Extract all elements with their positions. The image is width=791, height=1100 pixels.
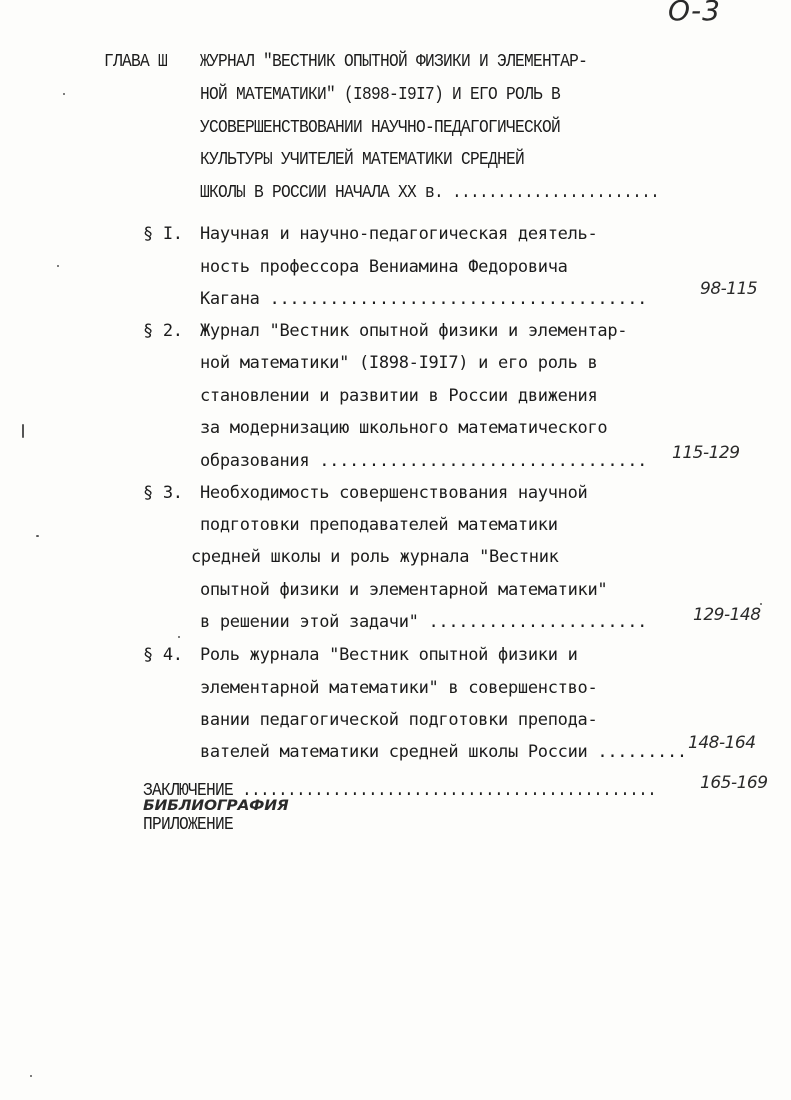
scan-speck — [22, 424, 24, 438]
section-4-line-2: элементарной математики" в совершенство- — [200, 678, 598, 698]
scan-speck — [63, 93, 65, 95]
conclusion-entry: ЗАКЛЮЧЕНИЕ .............................................. — [143, 781, 657, 801]
section-3-line-1: Необходимость совершенствования научной — [200, 483, 588, 503]
section-3-number: § 3. — [143, 483, 183, 503]
section-3-line-2: подготовки преподавателей математики — [200, 515, 558, 535]
section-1-pages: 98-115 — [700, 279, 758, 299]
chapter-title-line-4: КУЛЬТУРЫ УЧИТЕЛЕЙ МАТЕМАТИКИ СРЕДНЕЙ — [200, 150, 525, 170]
section-2-line-5: образования ................................. — [200, 451, 648, 471]
section-4-number: § 4. — [143, 645, 183, 665]
section-2-number: § 2. — [143, 321, 183, 341]
section-4-line-4: вателей математики средней школы России ......... — [200, 742, 687, 762]
scan-speck — [36, 535, 39, 537]
section-2-line-1: Журнал "Вестник опытной физики и элементар- — [200, 321, 628, 341]
scan-speck — [178, 636, 180, 638]
conclusion-pages: 165-169 — [700, 773, 768, 793]
scan-speck — [30, 1075, 32, 1077]
section-2-line-2: ной математики" (I898-I9I7) и его роль в — [200, 353, 598, 373]
corner-code: О-3 — [668, 0, 721, 27]
section-3-line-5: в решении этой задачи" ...................... — [200, 612, 648, 632]
section-2-line-4: за модернизацию школьного математического — [200, 418, 608, 438]
section-4-line-3: вании педагогической подготовки препода- — [200, 710, 598, 730]
chapter-title-line-3: УСОВЕРШЕНСТВОВАНИИ НАУЧНО-ПЕДАГОГИЧЕСКОЙ — [200, 118, 561, 138]
section-4-pages: 148-164 — [688, 733, 756, 753]
scan-speck — [57, 265, 59, 267]
scan-speck — [760, 603, 762, 605]
section-1-number: § I. — [143, 224, 183, 244]
bibliography-entry: БИБЛИОГРАФИЯ — [143, 798, 289, 814]
section-4-line-1: Роль журнала "Вестник опытной физики и — [200, 645, 578, 665]
section-1-line-3: Кагана ...................................... — [200, 289, 648, 309]
section-2-pages: 115-129 — [672, 443, 740, 463]
chapter-title-line-1: ЖУРНАЛ "ВЕСТНИК ОПЫТНОЙ ФИЗИКИ И ЭЛЕМЕНТАР- — [200, 52, 588, 72]
section-1-line-1: Научная и научно-педагогическая деятель- — [200, 224, 598, 244]
section-3-line-4: опытной физики и элементарной математики" — [200, 580, 608, 600]
chapter-title-line-5: ШКОЛЫ В РОССИИ НАЧАЛА XX в. ....................... — [200, 183, 660, 203]
chapter-title-line-2: НОЙ МАТЕМАТИКИ" (I898-I9I7) И ЕГО РОЛЬ В — [200, 85, 561, 105]
appendix-entry: ПРИЛОЖЕНИЕ — [143, 815, 234, 835]
section-3-line-3: средней школы и роль журнала "Вестник — [191, 547, 559, 567]
chapter-label: ГЛАВА Ш — [104, 52, 168, 72]
section-2-line-3: становлении и развитии в России движения — [200, 386, 598, 406]
section-1-line-2: ность профессора Вениамина Федоровича — [200, 257, 568, 277]
section-3-pages: 129-148 — [693, 605, 761, 625]
